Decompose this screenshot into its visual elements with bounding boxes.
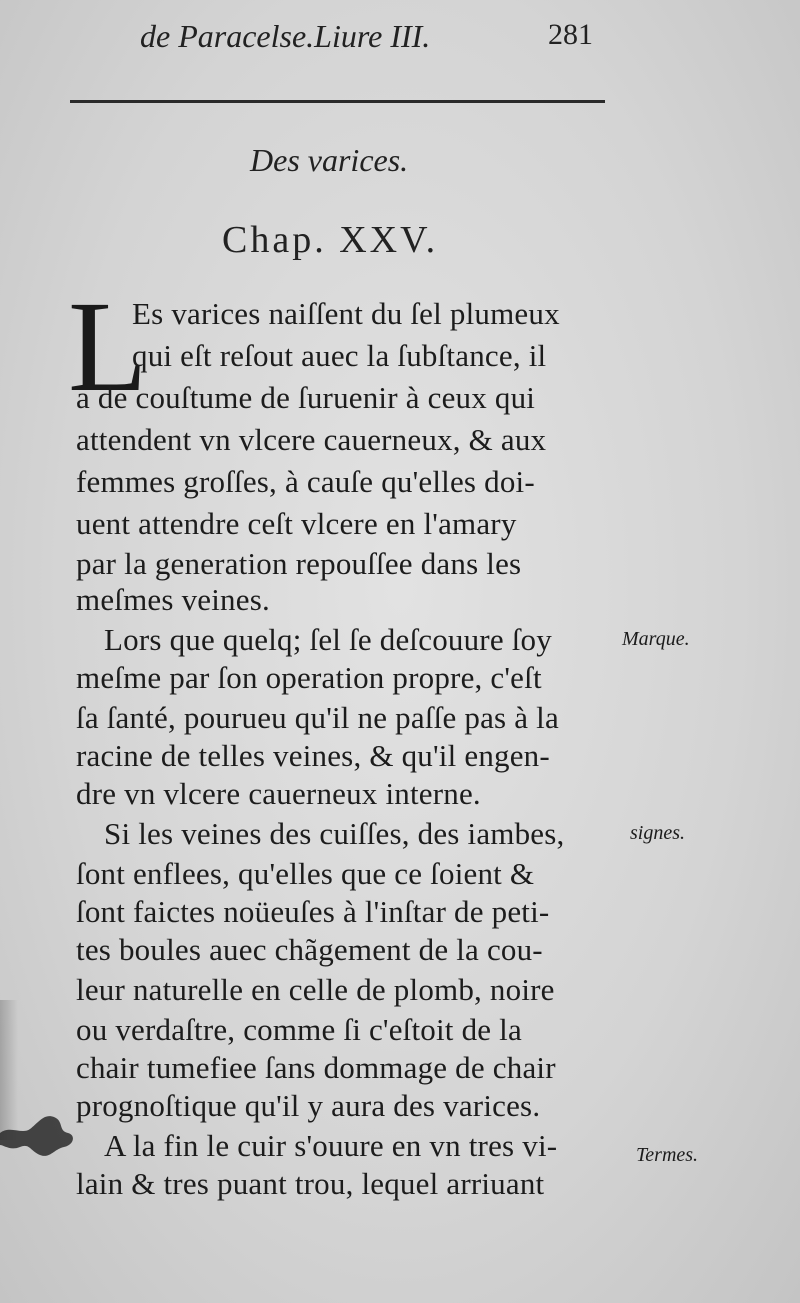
text-line-4: attendent vn vlcere cauerneux, & aux bbox=[76, 422, 547, 457]
marginal-note-marque: Marque. bbox=[622, 628, 690, 650]
section-title: Des varices. bbox=[250, 142, 409, 178]
drop-cap: L bbox=[68, 275, 148, 419]
text-line-8: meſmes veines. bbox=[76, 582, 270, 617]
page-number: 281 bbox=[548, 18, 593, 51]
running-head: de Paracelse.Liure III. bbox=[140, 18, 431, 54]
ink-blot-icon bbox=[0, 1105, 80, 1165]
text-line-6: uent attendre ceſt vlcere en l'amary bbox=[76, 506, 517, 541]
text-line-15: ſont enflees, qu'elles que ce ſoient & bbox=[76, 856, 535, 891]
text-line-3: a de couſtume de ſuruenir à ceux qui bbox=[76, 380, 536, 415]
text-line-10: meſme par ſon operation propre, c'eſt bbox=[76, 660, 542, 695]
header-rule bbox=[70, 100, 605, 103]
text-line-19: ou verdaſtre, comme ſi c'eſtoit de la bbox=[76, 1012, 522, 1047]
text-line-21: prognoſtique qu'il y aura des varices. bbox=[76, 1088, 541, 1123]
text-line-23: lain & tres puant trou, lequel arriuant bbox=[76, 1166, 545, 1201]
text-line-18: leur naturelle en celle de plomb, noire bbox=[76, 972, 555, 1007]
text-line-13: dre vn vlcere cauerneux interne. bbox=[76, 776, 481, 811]
text-line-11: ſa ſanté, pourueu qu'il ne paſſe pas à la bbox=[76, 700, 559, 735]
text-line-5: femmes groſſes, à cauſe qu'elles doi- bbox=[76, 464, 535, 499]
text-line-2: qui eſt reſout auec la ſubſtance, il bbox=[132, 338, 547, 373]
text-line-22: A la fin le cuir s'ouure en vn tres vi- bbox=[104, 1128, 558, 1163]
text-line-1: Es varices naiſſent du ſel plumeux bbox=[132, 296, 560, 331]
text-line-17: tes boules auec chãgement de la cou- bbox=[76, 932, 543, 967]
text-line-7: par la generation repouſſee dans les bbox=[76, 546, 522, 581]
text-line-20: chair tumefiee ſans dommage de chair bbox=[76, 1050, 556, 1085]
text-line-14: Si les veines des cuiſſes, des iambes, bbox=[104, 816, 565, 851]
text-line-12: racine de telles veines, & qu'il engen- bbox=[76, 738, 550, 773]
marginal-note-signes: signes. bbox=[630, 822, 685, 844]
chapter-title: Chap. XXV. bbox=[222, 219, 439, 261]
text-line-9: Lors que quelq; ſel ſe deſcouure ſoy bbox=[104, 622, 552, 657]
marginal-note-termes: Termes. bbox=[636, 1144, 699, 1166]
text-line-16: ſont faictes noüeuſes à l'inſtar de peti- bbox=[76, 894, 550, 929]
